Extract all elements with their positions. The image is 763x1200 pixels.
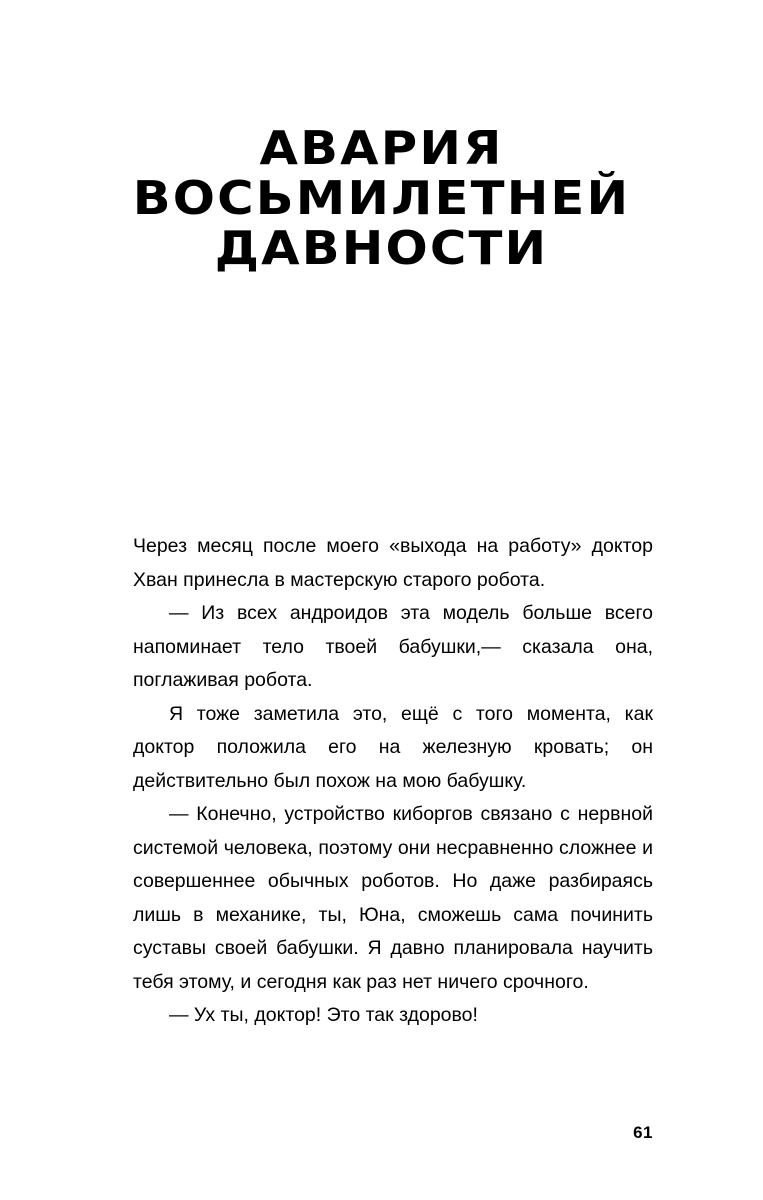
paragraph: — Ух ты, доктор! Это так здорово! xyxy=(169,1004,478,1026)
paragraph: Я тоже заметила это, ещё с того момента, как доктор положила его на железную кровать; он действительно был похож на мою бабушку. xyxy=(133,702,653,792)
paragraph: — Из всех андроидов эта модель больше всего напоминает тело твоей бабушки,— сказала она, поглаживая робота. xyxy=(133,602,653,691)
body-text xyxy=(133,530,653,1033)
paragraph: — Конечно, устройство киборгов связано с нервной системой человека, поэтому они несравненно сложнее и совершеннее обычных роботов. Но даже разбираясь лишь в механике, ты, Юна, сможешь сама починить суставы своей бабушки. Я давно планировала научить тебя этому, и сегодня как раз нет ничего срочного. xyxy=(133,803,653,993)
chapter-title-line-2: ВОСЬМИЛЕТНЕЙ xyxy=(132,170,631,225)
paragraph: Через месяц после моего «выхода на работу» доктор Хван принесла в мастерскую старого робота. xyxy=(133,535,653,591)
chapter-title-line-1: АВАРИЯ xyxy=(259,120,504,175)
chapter-title-line-3: ДАВНОСТИ xyxy=(214,220,549,275)
page-number: 61 xyxy=(633,1123,653,1142)
chapter-title xyxy=(0,120,763,275)
